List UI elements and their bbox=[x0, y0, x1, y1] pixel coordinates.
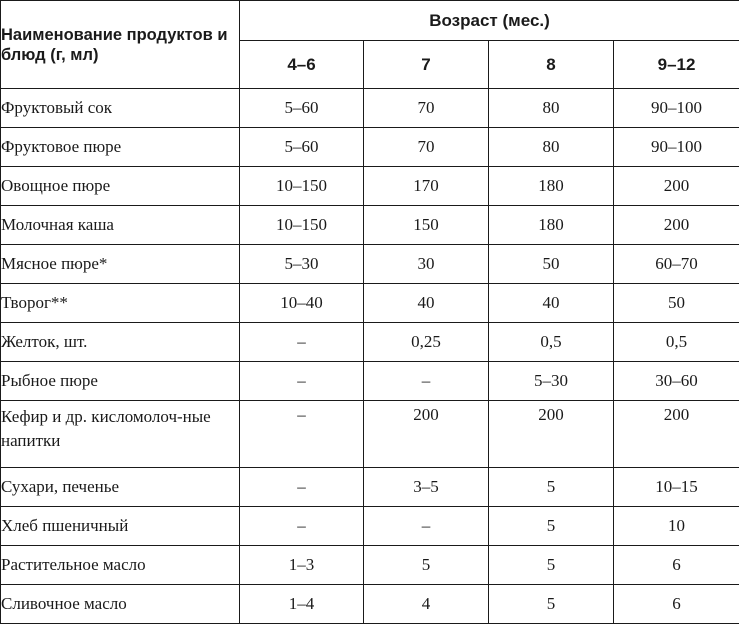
product-name: Желток, шт. bbox=[1, 323, 240, 362]
value-cell: 200 bbox=[489, 401, 614, 468]
value-cell: 50 bbox=[614, 284, 739, 323]
value-cell: 90–100 bbox=[614, 128, 739, 167]
value-cell: 80 bbox=[489, 89, 614, 128]
value-cell: 5 bbox=[364, 546, 489, 585]
value-cell: 0,25 bbox=[364, 323, 489, 362]
value-cell: – bbox=[240, 507, 364, 546]
product-name-header: Наименование продуктов и блюд (г, мл) bbox=[1, 1, 240, 89]
value-cell: – bbox=[364, 507, 489, 546]
value-cell: 60–70 bbox=[614, 245, 739, 284]
value-cell: – bbox=[364, 362, 489, 401]
value-cell: 70 bbox=[364, 89, 489, 128]
value-cell: 200 bbox=[614, 206, 739, 245]
value-cell: 180 bbox=[489, 206, 614, 245]
value-cell: 200 bbox=[614, 167, 739, 206]
product-name: Овощное пюре bbox=[1, 167, 240, 206]
value-cell: 6 bbox=[614, 585, 739, 624]
age-group-header: Возраст (мес.) bbox=[240, 1, 739, 41]
table-row bbox=[1, 167, 739, 206]
value-cell: 1–3 bbox=[240, 546, 364, 585]
value-cell: 70 bbox=[364, 128, 489, 167]
value-cell: 80 bbox=[489, 128, 614, 167]
age-column-7: 7 bbox=[364, 41, 489, 89]
value-cell: 1–4 bbox=[240, 585, 364, 624]
value-cell: 0,5 bbox=[489, 323, 614, 362]
product-name: Фруктовый сок bbox=[1, 89, 240, 128]
value-cell: 5–60 bbox=[240, 89, 364, 128]
value-cell: 150 bbox=[364, 206, 489, 245]
product-name: Кефир и др. кисломолоч-ные напитки bbox=[1, 401, 240, 468]
table-row bbox=[1, 245, 739, 284]
value-cell: – bbox=[240, 362, 364, 401]
value-cell: 50 bbox=[489, 245, 614, 284]
product-name: Мясное пюре* bbox=[1, 245, 240, 284]
product-name: Хлеб пшеничный bbox=[1, 507, 240, 546]
product-name: Фруктовое пюре bbox=[1, 128, 240, 167]
value-cell: 40 bbox=[489, 284, 614, 323]
value-cell: 5 bbox=[489, 585, 614, 624]
value-cell: 40 bbox=[364, 284, 489, 323]
value-cell: 6 bbox=[614, 546, 739, 585]
product-name: Рыбное пюре bbox=[1, 362, 240, 401]
value-cell: 4 bbox=[364, 585, 489, 624]
product-name: Растительное масло bbox=[1, 546, 240, 585]
value-cell: 180 bbox=[489, 167, 614, 206]
table-row bbox=[1, 284, 739, 323]
product-name: Творог** bbox=[1, 284, 240, 323]
value-cell: 5 bbox=[489, 468, 614, 507]
table-row bbox=[1, 89, 739, 128]
table-row bbox=[1, 206, 739, 245]
value-cell: 5 bbox=[489, 546, 614, 585]
value-cell: 30–60 bbox=[614, 362, 739, 401]
value-cell: 3–5 bbox=[364, 468, 489, 507]
value-cell: 200 bbox=[614, 401, 739, 468]
value-cell: 10 bbox=[614, 507, 739, 546]
value-cell: 10–15 bbox=[614, 468, 739, 507]
product-name: Сливочное масло bbox=[1, 585, 240, 624]
value-cell: 5–30 bbox=[489, 362, 614, 401]
age-column-4-6: 4–6 bbox=[240, 41, 364, 89]
table-row bbox=[1, 546, 739, 585]
age-column-9-12: 9–12 bbox=[614, 41, 739, 89]
value-cell: 170 bbox=[364, 167, 489, 206]
table-row bbox=[1, 585, 739, 624]
table-row bbox=[1, 128, 739, 167]
value-cell: 5 bbox=[489, 507, 614, 546]
value-cell: 10–150 bbox=[240, 167, 364, 206]
table-row bbox=[1, 401, 739, 468]
product-name: Молочная каша bbox=[1, 206, 240, 245]
value-cell: – bbox=[240, 323, 364, 362]
value-cell: – bbox=[240, 468, 364, 507]
value-cell: 30 bbox=[364, 245, 489, 284]
table-row bbox=[1, 507, 739, 546]
value-cell: – bbox=[240, 401, 364, 468]
value-cell: 5–30 bbox=[240, 245, 364, 284]
value-cell: 5–60 bbox=[240, 128, 364, 167]
age-column-8: 8 bbox=[489, 41, 614, 89]
value-cell: 0,5 bbox=[614, 323, 739, 362]
value-cell: 10–150 bbox=[240, 206, 364, 245]
value-cell: 90–100 bbox=[614, 89, 739, 128]
product-name: Сухари, печенье bbox=[1, 468, 240, 507]
table-row bbox=[1, 323, 739, 362]
value-cell: 10–40 bbox=[240, 284, 364, 323]
table-row bbox=[1, 362, 739, 401]
value-cell: 200 bbox=[364, 401, 489, 468]
table-row bbox=[1, 468, 739, 507]
